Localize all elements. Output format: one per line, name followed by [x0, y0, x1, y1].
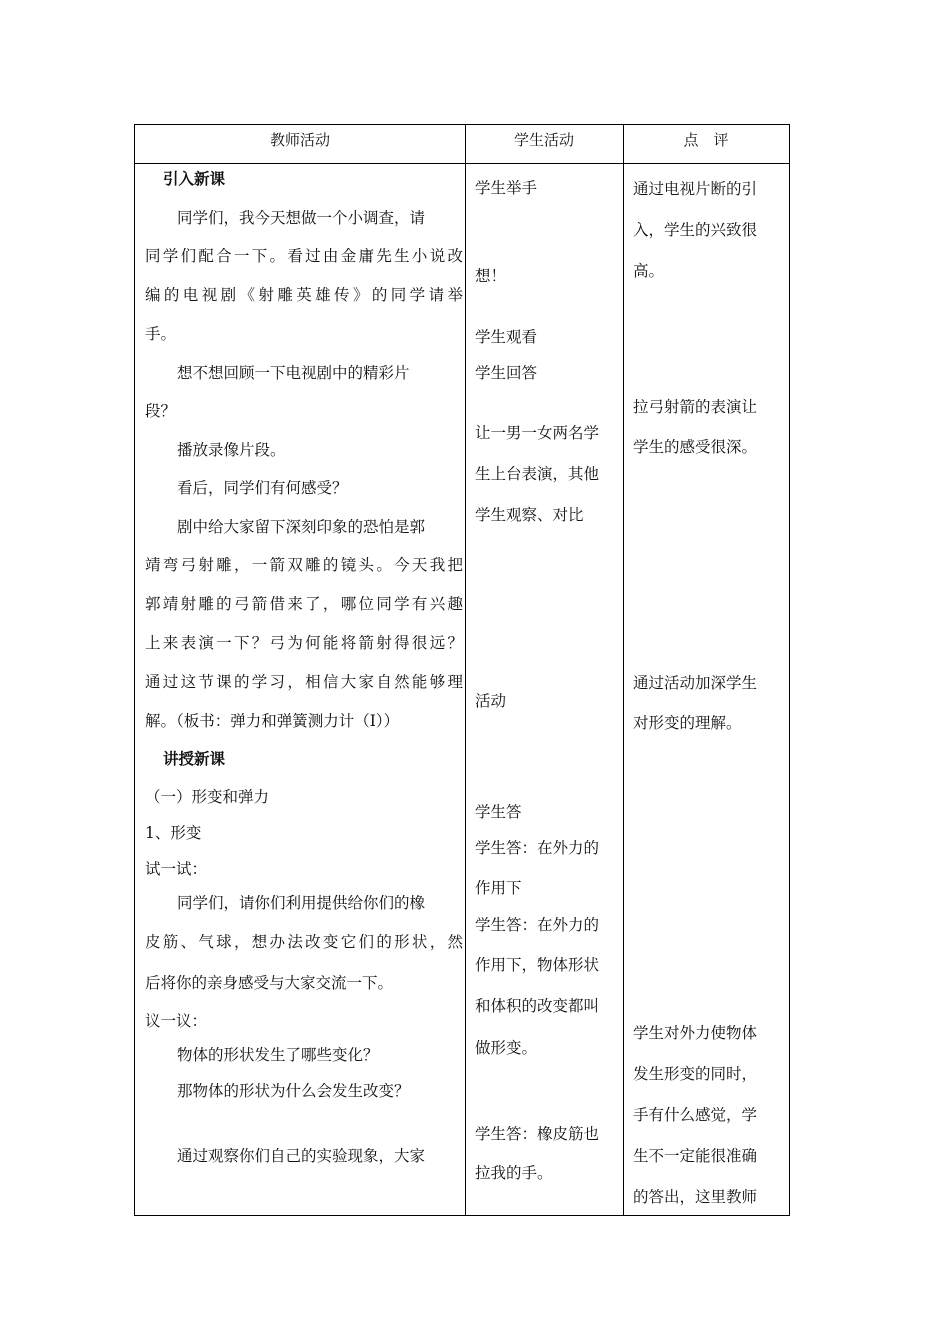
header-teacher-activity: 教师活动 [269, 131, 330, 149]
teacher-text: 靖弯弓射雕，一箭双雕的镜头。今天我把 [145, 556, 463, 574]
comment-text: 通过电视片断的引 [633, 180, 758, 198]
teacher-text: 解。（板书：弹力和弹簧测力计（I）） [145, 712, 400, 730]
column-divider [465, 125, 466, 1215]
teacher-text: 物体的形状发生了哪些变化？ [177, 1046, 379, 1064]
teacher-text: 上来表演一下？弓为何能将箭射得很远？ [145, 634, 463, 652]
student-text: 学生答：在外力的 [475, 916, 600, 934]
student-text: 活动 [475, 692, 507, 710]
student-text: 做形变。 [475, 1039, 538, 1057]
student-text: 拉我的手。 [475, 1164, 553, 1182]
comment-text: 学生的感受很深。 [633, 438, 758, 456]
comment-text: 发生形变的同时， [633, 1065, 758, 1083]
student-text: 生上台表演，其他 [475, 465, 600, 483]
teacher-text: 剧中给大家留下深刻印象的恐怕是郭 [177, 518, 426, 536]
comment-text: 入，学生的兴致很 [633, 221, 758, 239]
student-text: 学生回答 [475, 364, 538, 382]
section-heading-new-lesson: 讲授新课 [163, 749, 226, 768]
student-text: 学生答：在外力的 [475, 839, 600, 857]
student-text: 学生举手 [475, 179, 538, 197]
subsection-heading: 议一议： [145, 1012, 208, 1030]
student-text: 学生观看 [475, 328, 538, 346]
teacher-text: 通过这节课的学习，相信大家自然能够理 [145, 673, 463, 691]
comment-text: 高。 [633, 262, 665, 280]
teacher-text: 同学们，我今天想做一个小调查，请 [177, 209, 426, 227]
comment-text: 的答出，这里教师 [633, 1188, 758, 1206]
teacher-text: 同学们配合一下。看过由金庸先生小说改 [145, 247, 463, 265]
student-text: 作用下，物体形状 [475, 956, 600, 974]
student-text: 学生观察、对比 [475, 506, 584, 524]
teacher-text: 同学们，请你们利用提供给你们的橡 [177, 894, 426, 912]
header-divider [135, 163, 789, 164]
student-text: 学生答 [475, 803, 522, 821]
header-comment: 点 评 [683, 131, 729, 149]
subsection-heading: 1、形变 [145, 824, 202, 842]
lesson-plan-table [134, 124, 790, 1216]
subsection-heading: 试一试： [145, 860, 208, 878]
comment-text: 拉弓射箭的表演让 [633, 398, 758, 416]
teacher-text: 段？ [145, 402, 177, 420]
student-text: 想！ [475, 267, 507, 285]
comment-text: 通过活动加深学生 [633, 674, 758, 692]
comment-text: 对形变的理解。 [633, 714, 742, 732]
teacher-text: 那物体的形状为什么会发生改变？ [177, 1082, 410, 1100]
student-text: 让一男一女两名学 [475, 424, 600, 442]
column-divider [623, 125, 624, 1215]
subsection-heading: （一）形变和弹力 [145, 788, 270, 806]
teacher-text: 播放录像片段。 [177, 441, 286, 459]
header-student-activity: 学生活动 [513, 131, 574, 149]
teacher-text: 郭靖射雕的弓箭借来了，哪位同学有兴趣 [145, 595, 463, 613]
teacher-text: 后将你的亲身感受与大家交流一下。 [145, 974, 394, 992]
comment-text: 手有什么感觉，学 [633, 1106, 758, 1124]
comment-text: 生不一定能很准确 [633, 1147, 758, 1165]
comment-text: 学生对外力使物体 [633, 1024, 758, 1042]
student-text: 和体积的改变都叫 [475, 997, 600, 1015]
teacher-text: 皮筋、气球，想办法改变它们的形状，然 [145, 933, 463, 951]
teacher-text: 看后，同学们有何感受？ [177, 479, 348, 497]
teacher-text: 通过观察你们自己的实验现象，大家 [177, 1147, 426, 1165]
teacher-text: 编的电视剧《射雕英雄传》的同学请举 [145, 286, 463, 304]
student-text: 作用下 [475, 879, 522, 897]
student-text: 学生答：橡皮筋也 [475, 1125, 600, 1143]
teacher-text: 想不想回顾一下电视剧中的精彩片 [177, 364, 410, 382]
teacher-text: 手。 [145, 325, 177, 343]
section-heading-intro: 引入新课 [163, 169, 226, 188]
